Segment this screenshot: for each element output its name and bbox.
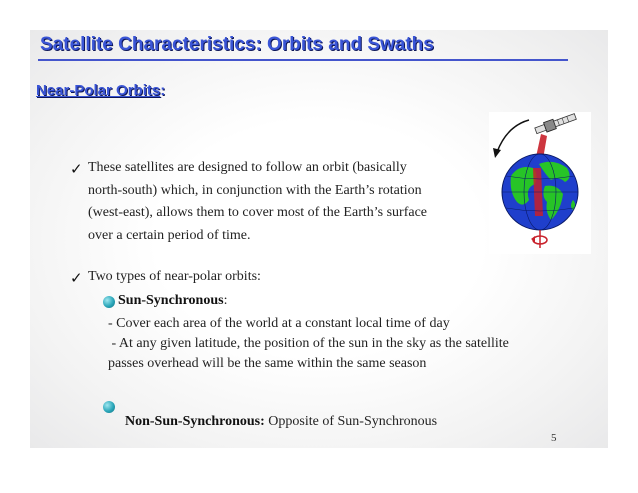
sub-bullet-2-text bbox=[118, 398, 437, 430]
globe-orbit-illustration bbox=[489, 112, 591, 254]
section-heading-text: Near-Polar Orbits bbox=[36, 82, 161, 99]
bullet-2-text bbox=[88, 266, 261, 289]
bullet-1-line-2: north-south) which, in conjunction with the Earth’s rotation bbox=[88, 182, 422, 198]
sub-bullet-1-name: Sun-Synchronous bbox=[118, 293, 224, 308]
bullet-1-line-1: These satellites are designed to follow an orbit (basically bbox=[88, 160, 407, 175]
checkmark-icon: ✓ bbox=[70, 162, 83, 178]
globe-orbit-svg bbox=[489, 112, 591, 254]
sub-bullet-1-detail-3: passes overhead will be the same within the same season bbox=[108, 356, 427, 371]
sub-bullet-2-description: Opposite of Sun-Synchronous bbox=[264, 414, 438, 429]
bullet-1-line-4: over a certain period of time. bbox=[88, 227, 251, 243]
bullet-1-text bbox=[88, 157, 427, 247]
sub-bullet-2-name: Non-Sun-Synchronous: bbox=[125, 414, 265, 429]
sub-bullet-1-detail-2: - At any given latitude, the position of the sun in the sky as the satellite bbox=[108, 336, 509, 351]
sub-bullet-1-detail-1: - Cover each area of the world at a constant local time of day bbox=[108, 316, 450, 331]
teal-bullet-icon bbox=[103, 296, 115, 308]
teal-bullet-icon bbox=[103, 401, 115, 413]
title-divider bbox=[38, 59, 568, 61]
bullet-1-line-3: (west-east), allows them to cover most of the Earth’s surface bbox=[88, 205, 428, 220]
section-heading bbox=[36, 82, 165, 99]
section-heading-colon: : bbox=[160, 82, 166, 99]
checkmark-icon: ✓ bbox=[70, 271, 83, 287]
page-number: 5 bbox=[551, 432, 557, 444]
slide-title: Satellite Characteristics: Orbits and Swaths bbox=[40, 34, 434, 55]
sub-bullet-1-colon: : bbox=[223, 293, 228, 308]
bullet-2-line-1: Two types of near-polar orbits: bbox=[88, 269, 261, 284]
sub-bullet-1-heading bbox=[118, 293, 227, 309]
